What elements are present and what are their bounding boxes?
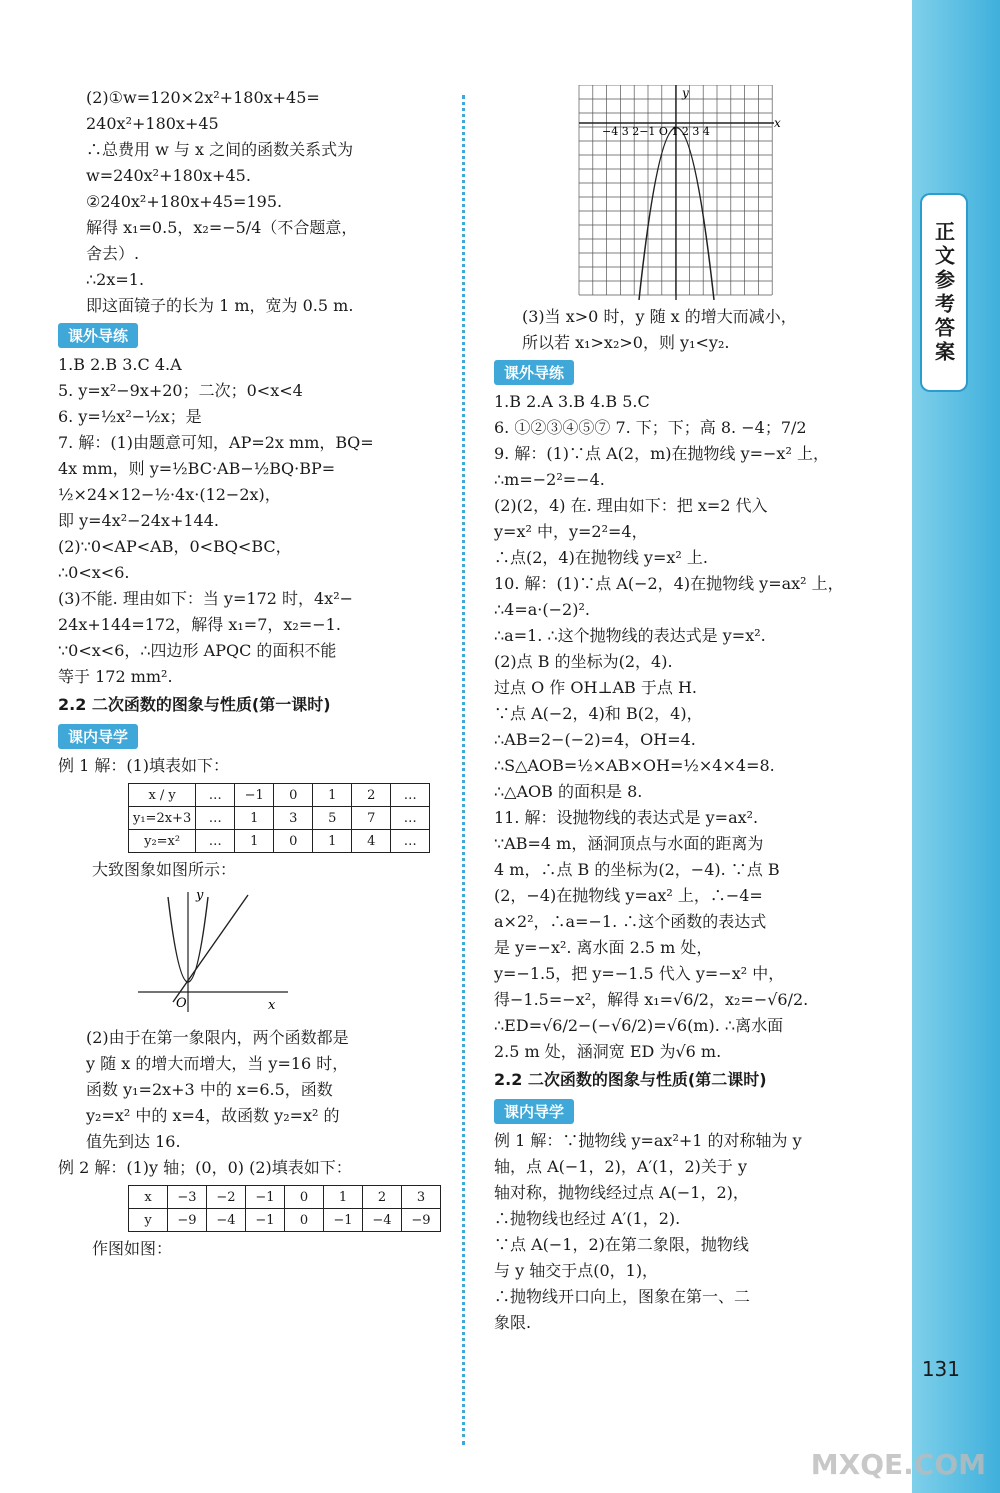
example2-tail: 作图如图： (92, 1239, 173, 1258)
text-line: a×2²，∴a=−1. ∴这个函数的表达式 (494, 912, 767, 931)
table-cell: 2 (352, 784, 391, 807)
text-line: ∴抛物线开口向上，图象在第一、二 (494, 1287, 751, 1306)
text-line: 11. 解：设抛物线的表达式是 y=ax². (494, 808, 759, 827)
text-line: ②240x²+180x+45=195. (86, 192, 283, 211)
table-cell: … (391, 784, 430, 807)
text-line: ∴2x=1. (86, 270, 145, 289)
text-line: y=−1.5，把 y=−1.5 代入 y=−x² 中， (494, 964, 785, 983)
table-cell: 0 (285, 1209, 324, 1232)
text-line: y₂=x² 中的 x=4，故函数 y₂=x² 的 (86, 1106, 340, 1125)
text-line: (2)(2，4) 在. 理由如下：把 x=2 代入 (494, 496, 768, 515)
left-lines-c (58, 1025, 438, 1155)
text-line: (2)点 B 的坐标为(2，4). (494, 652, 673, 671)
table-row (129, 1209, 441, 1232)
table-cell: 0 (274, 830, 313, 853)
table-cell: … (391, 807, 430, 830)
table-cell: y₂=x² (129, 830, 196, 853)
section-tab[interactable] (922, 195, 966, 390)
table-cell: −2 (207, 1186, 246, 1209)
table-row (129, 830, 430, 853)
text-line: ∴AB=2−(−2)=4，OH=4. (494, 730, 696, 749)
grid-label-y: y (682, 86, 689, 100)
table-cell: −9 (402, 1209, 441, 1232)
table-cell: x (129, 1186, 168, 1209)
table-cell: −3 (168, 1186, 207, 1209)
table-cell: 0 (274, 784, 313, 807)
text-line: 6. y=½x²−½x；是 (58, 407, 202, 426)
text-line: 与 y 轴交于点(0，1)， (494, 1261, 659, 1280)
table-cell: 1 (313, 784, 352, 807)
text-line: ∵0<x<6，∴四边形 APQC 的面积不能 (58, 641, 337, 660)
axis-label-x: x (268, 998, 276, 1013)
table-cell: −1 (235, 784, 274, 807)
page-number: 131 (921, 1357, 960, 1381)
origin-label: O (176, 996, 187, 1011)
text-line: 2.5 m 处，涵洞宽 ED 为√6 m. (494, 1042, 722, 1061)
text-line: 即这面镜子的长为 1 m，宽为 0.5 m. (86, 296, 354, 315)
text-line: 6. ①②③④⑤⑦ 7. 下；下；高 8. −4；7/2 (494, 418, 807, 437)
table-cell: 3 (274, 807, 313, 830)
table-cell: −4 (207, 1209, 246, 1232)
example2-heading: 例 2 解：(1)y 轴；(0，0) (2)填表如下： (58, 1158, 352, 1177)
text-line: ∵点 A(−1，2)在第二象限，抛物线 (494, 1235, 749, 1254)
text-line: 象限. (494, 1313, 532, 1332)
table-cell: 4 (352, 830, 391, 853)
right-lines-b (494, 389, 874, 1065)
table-cell: −4 (363, 1209, 402, 1232)
left-column (58, 85, 438, 1262)
right-lines-a (494, 304, 874, 356)
text-line: 解得 x₁=0.5，x₂=−5/4（不合题意， (86, 218, 358, 237)
table-cell: 0 (285, 1186, 324, 1209)
text-line: ∴S△AOB=½×AB×OH=½×4×4=8. (494, 756, 775, 775)
text-line: 7. 解：(1)由题意可知，AP=2x mm，BQ= (58, 433, 374, 452)
table-cell: −1 (246, 1186, 285, 1209)
text-line: (2)①w=120×2x²+180x+45= (86, 88, 320, 107)
text-line: 1.B 2.B 3.C 4.A (58, 355, 182, 374)
table-cell: 1 (235, 807, 274, 830)
section-title-2: 2.2 二次函数的图象与性质(第二课时) (494, 1070, 767, 1089)
text-line: (2)由于在第一象限内，两个函数都是 (86, 1028, 349, 1047)
text-line: 是 y=−x². 离水面 2.5 m 处， (494, 938, 713, 957)
table-cell: … (196, 807, 235, 830)
text-line: 4 m，∴点 B 的坐标为(2，−4). ∵点 B (494, 860, 780, 879)
text-line: 得−1.5=−x²，解得 x₁=√6/2，x₂=−√6/2. (494, 990, 809, 1009)
text-line: (2)∵0<AP<AB，0<BQ<BC， (58, 537, 292, 556)
text-line: 所以若 x₁>x₂>0，则 y₁<y₂. (522, 333, 730, 352)
text-line: 1.B 2.A 3.B 4.B 5.C (494, 392, 650, 411)
table-cell: 1 (313, 830, 352, 853)
text-line: 4x mm，则 y=½BC·AB−½BQ·BP= (58, 459, 336, 478)
graph-figure-1 (58, 887, 358, 1017)
grid-label-x: x (774, 116, 781, 130)
text-line: ½×24×12−½·4x·(12−2x)， (58, 485, 281, 504)
table-row (129, 784, 430, 807)
left-lines-a (58, 85, 438, 319)
text-line: 过点 O 作 OH⊥AB 于点 H. (494, 678, 698, 697)
text-line: 函数 y₁=2x+3 中的 x=6.5，函数 (86, 1080, 333, 1099)
text-line: 10. 解：(1)∵点 A(−2，4)在抛物线 y=ax² 上， (494, 574, 844, 593)
column-divider (462, 95, 465, 1445)
text-line: ∴m=−2²=−4. (494, 470, 605, 489)
text-line: ∴a=1. ∴这个抛物线的表达式是 y=x². (494, 626, 766, 645)
table-cell: 5 (313, 807, 352, 830)
table-cell: −1 (324, 1209, 363, 1232)
table-cell: … (196, 830, 235, 853)
text-line: y=x² 中，y=2²=4， (494, 522, 648, 541)
text-line: 等于 172 mm². (58, 667, 173, 686)
text-line: (3)当 x>0 时，y 随 x 的增大而减小， (522, 307, 797, 326)
tag-extra-practice-2: 课外导练 (494, 360, 574, 385)
table-cell: 2 (363, 1186, 402, 1209)
text-line: (2，−4)在抛物线 y=ax² 上，∴−4= (494, 886, 763, 905)
value-table-1 (128, 783, 430, 853)
text-line: (3)不能. 理由如下：当 y=172 时，4x²− (58, 589, 354, 608)
table-cell: −9 (168, 1209, 207, 1232)
right-lines-c (494, 1128, 874, 1336)
text-line: ∴点(2，4)在抛物线 y=x² 上. (494, 548, 708, 567)
text-line: 轴，点 A(−1，2)，A′(1，2)关于 y (494, 1157, 748, 1176)
table-cell: y₁=2x+3 (129, 807, 196, 830)
text-line: 舍去）. (86, 244, 140, 263)
grid-graph (574, 85, 834, 300)
text-line: ∵AB=4 m，涵洞顶点与水面的距离为 (494, 834, 764, 853)
text-line: 240x²+180x+45 (86, 114, 219, 133)
grid-tick-labels: −4 3 2−1 O 1 2 3 4 (602, 125, 710, 138)
value-table-2 (128, 1185, 441, 1232)
table-cell: 7 (352, 807, 391, 830)
table-cell: y (129, 1209, 168, 1232)
text-line: 5. y=x²−9x+20；二次；0<x<4 (58, 381, 303, 400)
table-cell: 3 (402, 1186, 441, 1209)
text-line: 即 y=4x²−24x+144. (58, 511, 219, 530)
table-row (129, 1186, 441, 1209)
table-cell: … (391, 830, 430, 853)
text-line: 9. 解：(1)∵点 A(2，m)在抛物线 y=−x² 上， (494, 444, 829, 463)
text-line: ∴ED=√6/2−(−√6/2)=√6(m). ∴离水面 (494, 1016, 784, 1035)
tag-in-class: 课内导学 (58, 724, 138, 749)
text-line: 例 1 解：∵抛物线 y=ax²+1 的对称轴为 y (494, 1131, 802, 1150)
right-column (494, 85, 874, 1336)
text-line: ∴抛物线也经过 A′(1，2). (494, 1209, 681, 1228)
table-row (129, 807, 430, 830)
section-tab-label: 正文参考答案 (931, 220, 956, 365)
axis-label-y: y (196, 888, 204, 903)
section-title-1: 2.2 二次函数的图象与性质(第一课时) (58, 695, 331, 714)
table-cell: −1 (246, 1209, 285, 1232)
text-line: ∴4=a·(−2)². (494, 600, 590, 619)
tag-in-class-2: 课内导学 (494, 1099, 574, 1124)
text-line: y 随 x 的增大而增大，当 y=16 时， (86, 1054, 349, 1073)
table-cell: 1 (324, 1186, 363, 1209)
text-line: 24x+144=172，解得 x₁=7，x₂=−1. (58, 615, 341, 634)
text-line: 轴对称，抛物线经过点 A(−1，2)， (494, 1183, 749, 1202)
figure-caption: 大致图象如图所示： (92, 860, 237, 879)
text-line: ∵点 A(−2，4)和 B(2，4)， (494, 704, 703, 723)
table-cell: x / y (129, 784, 196, 807)
text-line: w=240x²+180x+45. (86, 166, 251, 185)
line-curve (173, 895, 248, 1002)
text-line: 值先到达 16. (86, 1132, 181, 1151)
left-lines-b (58, 352, 438, 690)
text-line: ∴△AOB 的面积是 8. (494, 782, 643, 801)
tag-extra-practice: 课外导练 (58, 323, 138, 348)
example1-heading: 例 1 解：(1)填表如下： (58, 756, 230, 775)
text-line: ∴0<x<6. (58, 563, 130, 582)
watermark: MXQE.COM (810, 1448, 986, 1481)
text-line: ∴总费用 w 与 x 之间的函数关系式为 (86, 140, 354, 159)
table-cell: … (196, 784, 235, 807)
table-cell: 1 (235, 830, 274, 853)
